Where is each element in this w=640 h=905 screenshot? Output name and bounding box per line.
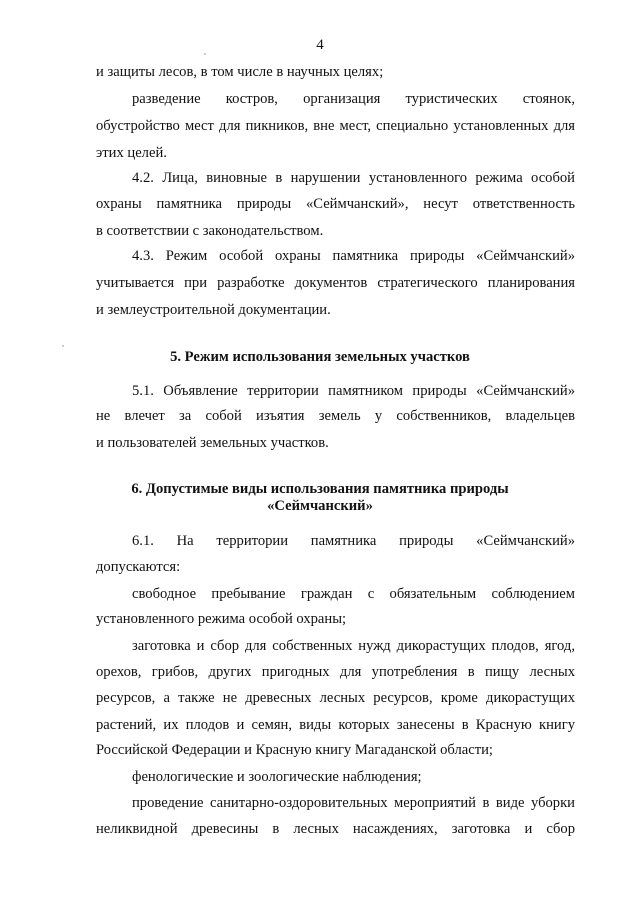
text-line: 6.1. На территории памятника природы «Сеймчанский» [132,533,575,549]
text-line: 4.3. Режим особой охраны памятника природы «Сеймчанский» [132,248,575,264]
text-line: неликвидной древесины в лесных насаждениях, заготовка и сбор [96,821,575,837]
text-line: допускаются: [96,559,181,575]
text-line: и защиты лесов, в том числе в научных целях; [96,64,384,80]
text-line: и землеустроительной документации. [96,302,331,318]
section-heading: «Сеймчанский» [267,498,373,514]
text-line: Российской Федерации и Красную книгу Магаданской области; [96,742,493,758]
text-line: орехов, грибов, других пригодных для употребления в пищу лесных [96,664,575,680]
scan-speck [62,345,64,347]
text-line: разведение костров, организация туристических стоянок, [132,91,575,107]
text-line: заготовка и сбор для собственных нужд дикорастущих плодов, ягод, [132,638,575,654]
scan-speck [204,53,206,55]
text-line: обустройство мест для пикников, вне мест, специально установленных для [96,118,575,134]
text-line: в соответствии с законодательством. [96,223,324,239]
text-line: не влечет за собой изъятия земель у собственников, владельцев [96,408,575,424]
section-heading: 5. Режим использования земельных участков [170,349,470,365]
text-line: ресурсов, а также не древесных лесных ресурсов, кроме дикорастущих [96,690,575,706]
text-line: этих целей. [96,145,167,161]
text-line: фенологические и зоологические наблюдения; [132,769,422,785]
text-line: установленного режима особой охраны; [96,611,347,627]
text-line: и пользователей земельных участков. [96,435,329,451]
section-heading: 6. Допустимые виды использования памятника природы [131,481,509,497]
text-line: 4.2. Лица, виновные в нарушении установленного режима особой [132,170,575,186]
text-line: учитывается при разработке документов стратегического планирования [96,275,575,291]
text-line: растений, их плодов и семян, виды которых занесены в Красную книгу [96,717,575,733]
text-line: проведение санитарно-оздоровительных мероприятий в виде уборки [132,795,575,811]
text-line: 5.1. Объявление территории памятником природы «Сеймчанский» [132,383,575,399]
text-line: охраны памятника природы «Сеймчанский», несут ответственность [96,196,575,212]
page-number: 4 [316,37,324,53]
text-line: свободное пребывание граждан с обязательным соблюдением [132,586,575,602]
